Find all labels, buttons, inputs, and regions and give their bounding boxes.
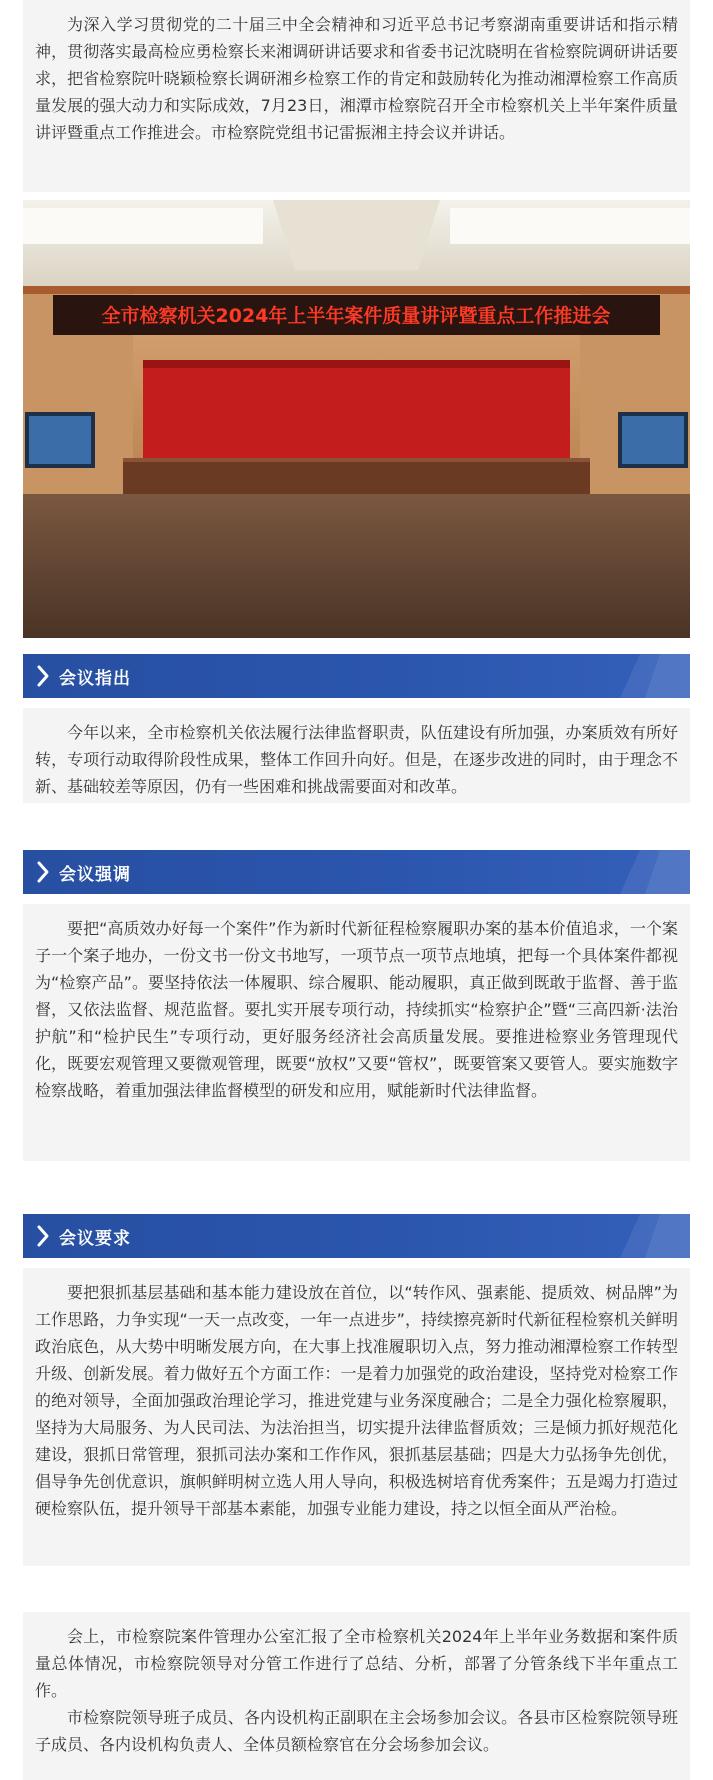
header-decoration (610, 1214, 690, 1258)
section-title: 会议要求 (59, 1228, 131, 1249)
meeting-photo (23, 200, 690, 638)
closing-paragraph: 会上，市检察院案件管理办公室汇报了全市检察机关2024年上半年业务数据和案件质量总体情况，市检察院领导对分管工作进行了总结、分析，部署了分管条线下半年重点工作。 (35, 1627, 678, 1700)
banner-text: 全市检察机关2024年上半年案件质量讲评暨重点工作推进会 (101, 305, 611, 327)
section-title: 会议指出 (59, 668, 131, 689)
header-decoration (610, 654, 690, 698)
section-header-meeting-emphasized (23, 850, 690, 894)
section-paragraph: 要把“高质效办好每一个案件”作为新时代新征程检察履职办案的基本价值追求，一个案子一个案子地办，一份文书一份文书地写，一项节点一项节点地填，把每一个具体案件都视为“检察产品”。要坚持依法一体履职、综合履职、能动履职，真正做到既敢于监督、善于监督，又依法监督、规范监督。要扎实开展专项行动，持续抓实“检察护企”暨“三高四新·法治护航”和“检护民生”专项行动，更好服务经济社会高质量发展。要推进检察业务管理现代化，既要宏观管理又要微观管理，既要“放权”又要“管权”，既要管案又要管人。要实施数字检察战略，着重加强法律监督模型的研发和应用，赋能新时代法律监督。 (35, 919, 678, 1100)
section-header-meeting-noted (23, 654, 690, 698)
header-decoration (610, 850, 690, 894)
section-header-meeting-required (23, 1214, 690, 1258)
section-paragraph: 今年以来，全市检察机关依法履行法律监督职责，队伍建设有所加强，办案质效有所好转，专项行动取得阶段性成果，整体工作回升向好。但是，在逐步改进的同时，由于理念不新、基础较差等原因，仍有一些困难和挑战需要面对和改革。 (35, 723, 678, 796)
chevron-right-icon (31, 664, 55, 688)
section-body-meeting-emphasized (23, 904, 690, 1161)
section-paragraph: 要把狠抓基层基础和基本能力建设放在首位，以“转作风、强素能、提质效、树品牌”为工作思路，力争实现“一天一点改变，一年一点进步”，持续擦亮新时代新征程检察机关鲜明政治底色，从大势中明晰发展方向，在大事上找准履职切入点，努力推动湘潭检察工作转型升级、创新发展。着力做好五个方面工作：一是着力加强党的政治建设，坚持党对检察工作的绝对领导，全面加强政治理论学习，推进党建与业务深度融合；二是全力强化检察履职，坚持为大局服务、为人民司法、为法治担当，切实提升法律监督质效；三是倾力抓好规范化建设，狠抓日常管理，狠抓司法办案和工作作风，狠抓基层基础；四是大力弘扬争先创优，倡导争先创优意识，旗帜鲜明树立选人用人导向，积极选树培育优秀案件；五是竭力打造过硬检察队伍，提升领导干部基本素能，加强专业能力建设，持之以恒全面从严治检。 (35, 1283, 678, 1518)
intro-text-box (23, 0, 690, 192)
section-body-meeting-noted (23, 708, 690, 803)
intro-paragraph: 为深入学习贯彻党的二十届三中全会精神和习近平总书记考察湖南重要讲话和指示精神，贯彻落实最高检应勇检察长来湘调研讲话要求和省委书记沈晓明在省检察院调研讲话要求，把省检察院叶晓颖检察长调研湘乡检察工作的肯定和鼓励转化为推动湘潭检察工作高质量发展的强大动力和实际成效，7月23日，湘潭市检察院召开全市检察机关上半年案件质量讲评暨重点工作推进会。市检察院党组书记雷振湘主持会议并讲话。 (35, 15, 678, 142)
chevron-right-icon (31, 860, 55, 884)
section-title: 会议强调 (59, 864, 131, 885)
closing-text-box (23, 1612, 690, 1780)
section-body-meeting-required (23, 1268, 690, 1566)
closing-paragraph: 市检察院领导班子成员、各内设机构正副职在主会场参加会议。各县市区检察院领导班子成员、各内设机构负责人、全体员额检察官在分会场参加会议。 (35, 1708, 678, 1754)
chevron-right-icon (31, 1224, 55, 1248)
